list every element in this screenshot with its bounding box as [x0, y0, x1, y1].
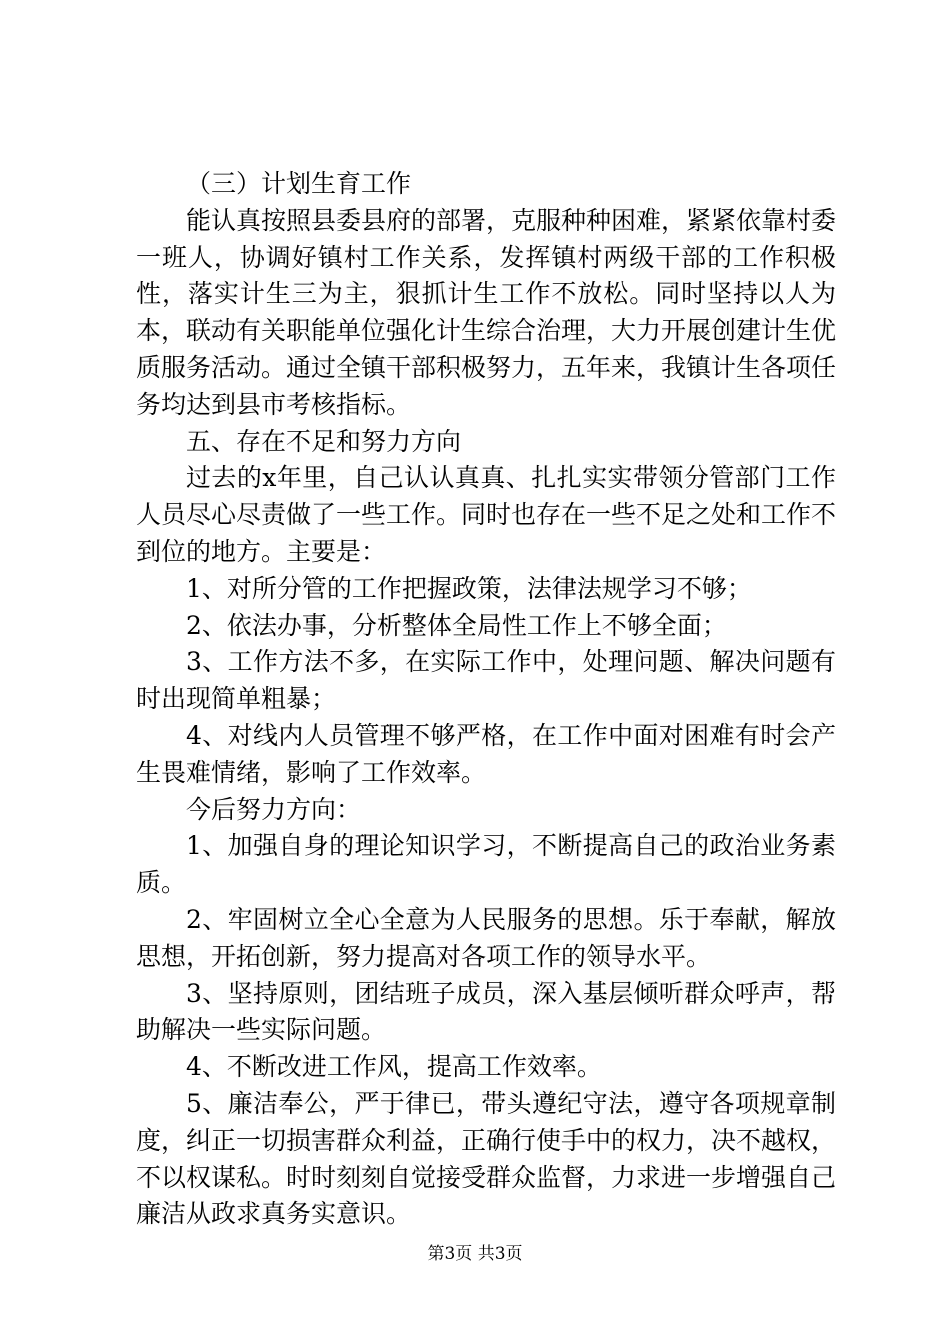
list-item-shortcoming-3: 3、工作方法不多，在实际工作中，处理问题、解决问题有时出现简单粗暴； [136, 647, 836, 714]
section-heading-family-planning: （三）计划生育工作 [186, 169, 412, 198]
document-body [136, 166, 836, 1233]
page-number-footer: 第3页 共3页 [427, 1244, 523, 1264]
paragraph-family-planning: 能认真按照县委县府的部署，克服种种困难，紧紧依靠村委一班人，协调好镇村工作关系，发挥镇村两级干部的工作积极性，落实计生三为主，狠抓计生工作不放松。同时坚持以人为本，联动有关职能单位强化计生综合治理，大力开展创建计生优质服务活动。通过全镇干部积极努力，五年来，我镇计生各项任务均达到县市考核指标。 [136, 205, 837, 419]
list-item-direction-5: 5、廉洁奉公，严于律已，带头遵纪守法，遵守各项规章制度，纠正一切损害群众利益，正确行使手中的权力，决不越权，不以权谋私。时时刻刻自觉接受群众监督，力求进一步增强自己廉洁从政求真务实意识。 [136, 1088, 837, 1229]
paragraph-shortcomings-intro: 过去的x年里，自己认认真真、扎扎实实带领分管部门工作人员尽心尽责做了一些工作。同时也存在一些不足之处和工作不到位的地方。主要是： [136, 463, 837, 566]
list-item-direction-2: 2、牢固树立全心全意为人民服务的思想。乐于奉献，解放思想，开拓创新，努力提高对各项工作的领导水平。 [136, 904, 836, 971]
list-item-direction-1: 1、加强自身的理论知识学习，不断提高自己的政治业务素质。 [136, 831, 836, 898]
list-item-shortcoming-1: 1、对所分管的工作把握政策，法律法规学习不够； [186, 573, 752, 603]
list-item-shortcoming-4: 4、对线内人员管理不够严格，在工作中面对困难有时会产生畏难情绪，影响了工作效率。 [136, 720, 836, 787]
list-item-direction-4: 4、不断改进工作风，提高工作效率。 [186, 1052, 602, 1082]
list-item-shortcoming-2: 2、依法办事，分析整体全局性工作上不够全面； [186, 610, 727, 640]
section-heading-future-direction: 今后努力方向： [186, 794, 362, 824]
section-heading-shortcomings: 五、存在不足和努力方向 [186, 426, 462, 456]
list-item-direction-3: 3、坚持原则，团结班子成员，深入基层倾听群众呼声，帮助解决一些实际问题。 [136, 978, 836, 1045]
